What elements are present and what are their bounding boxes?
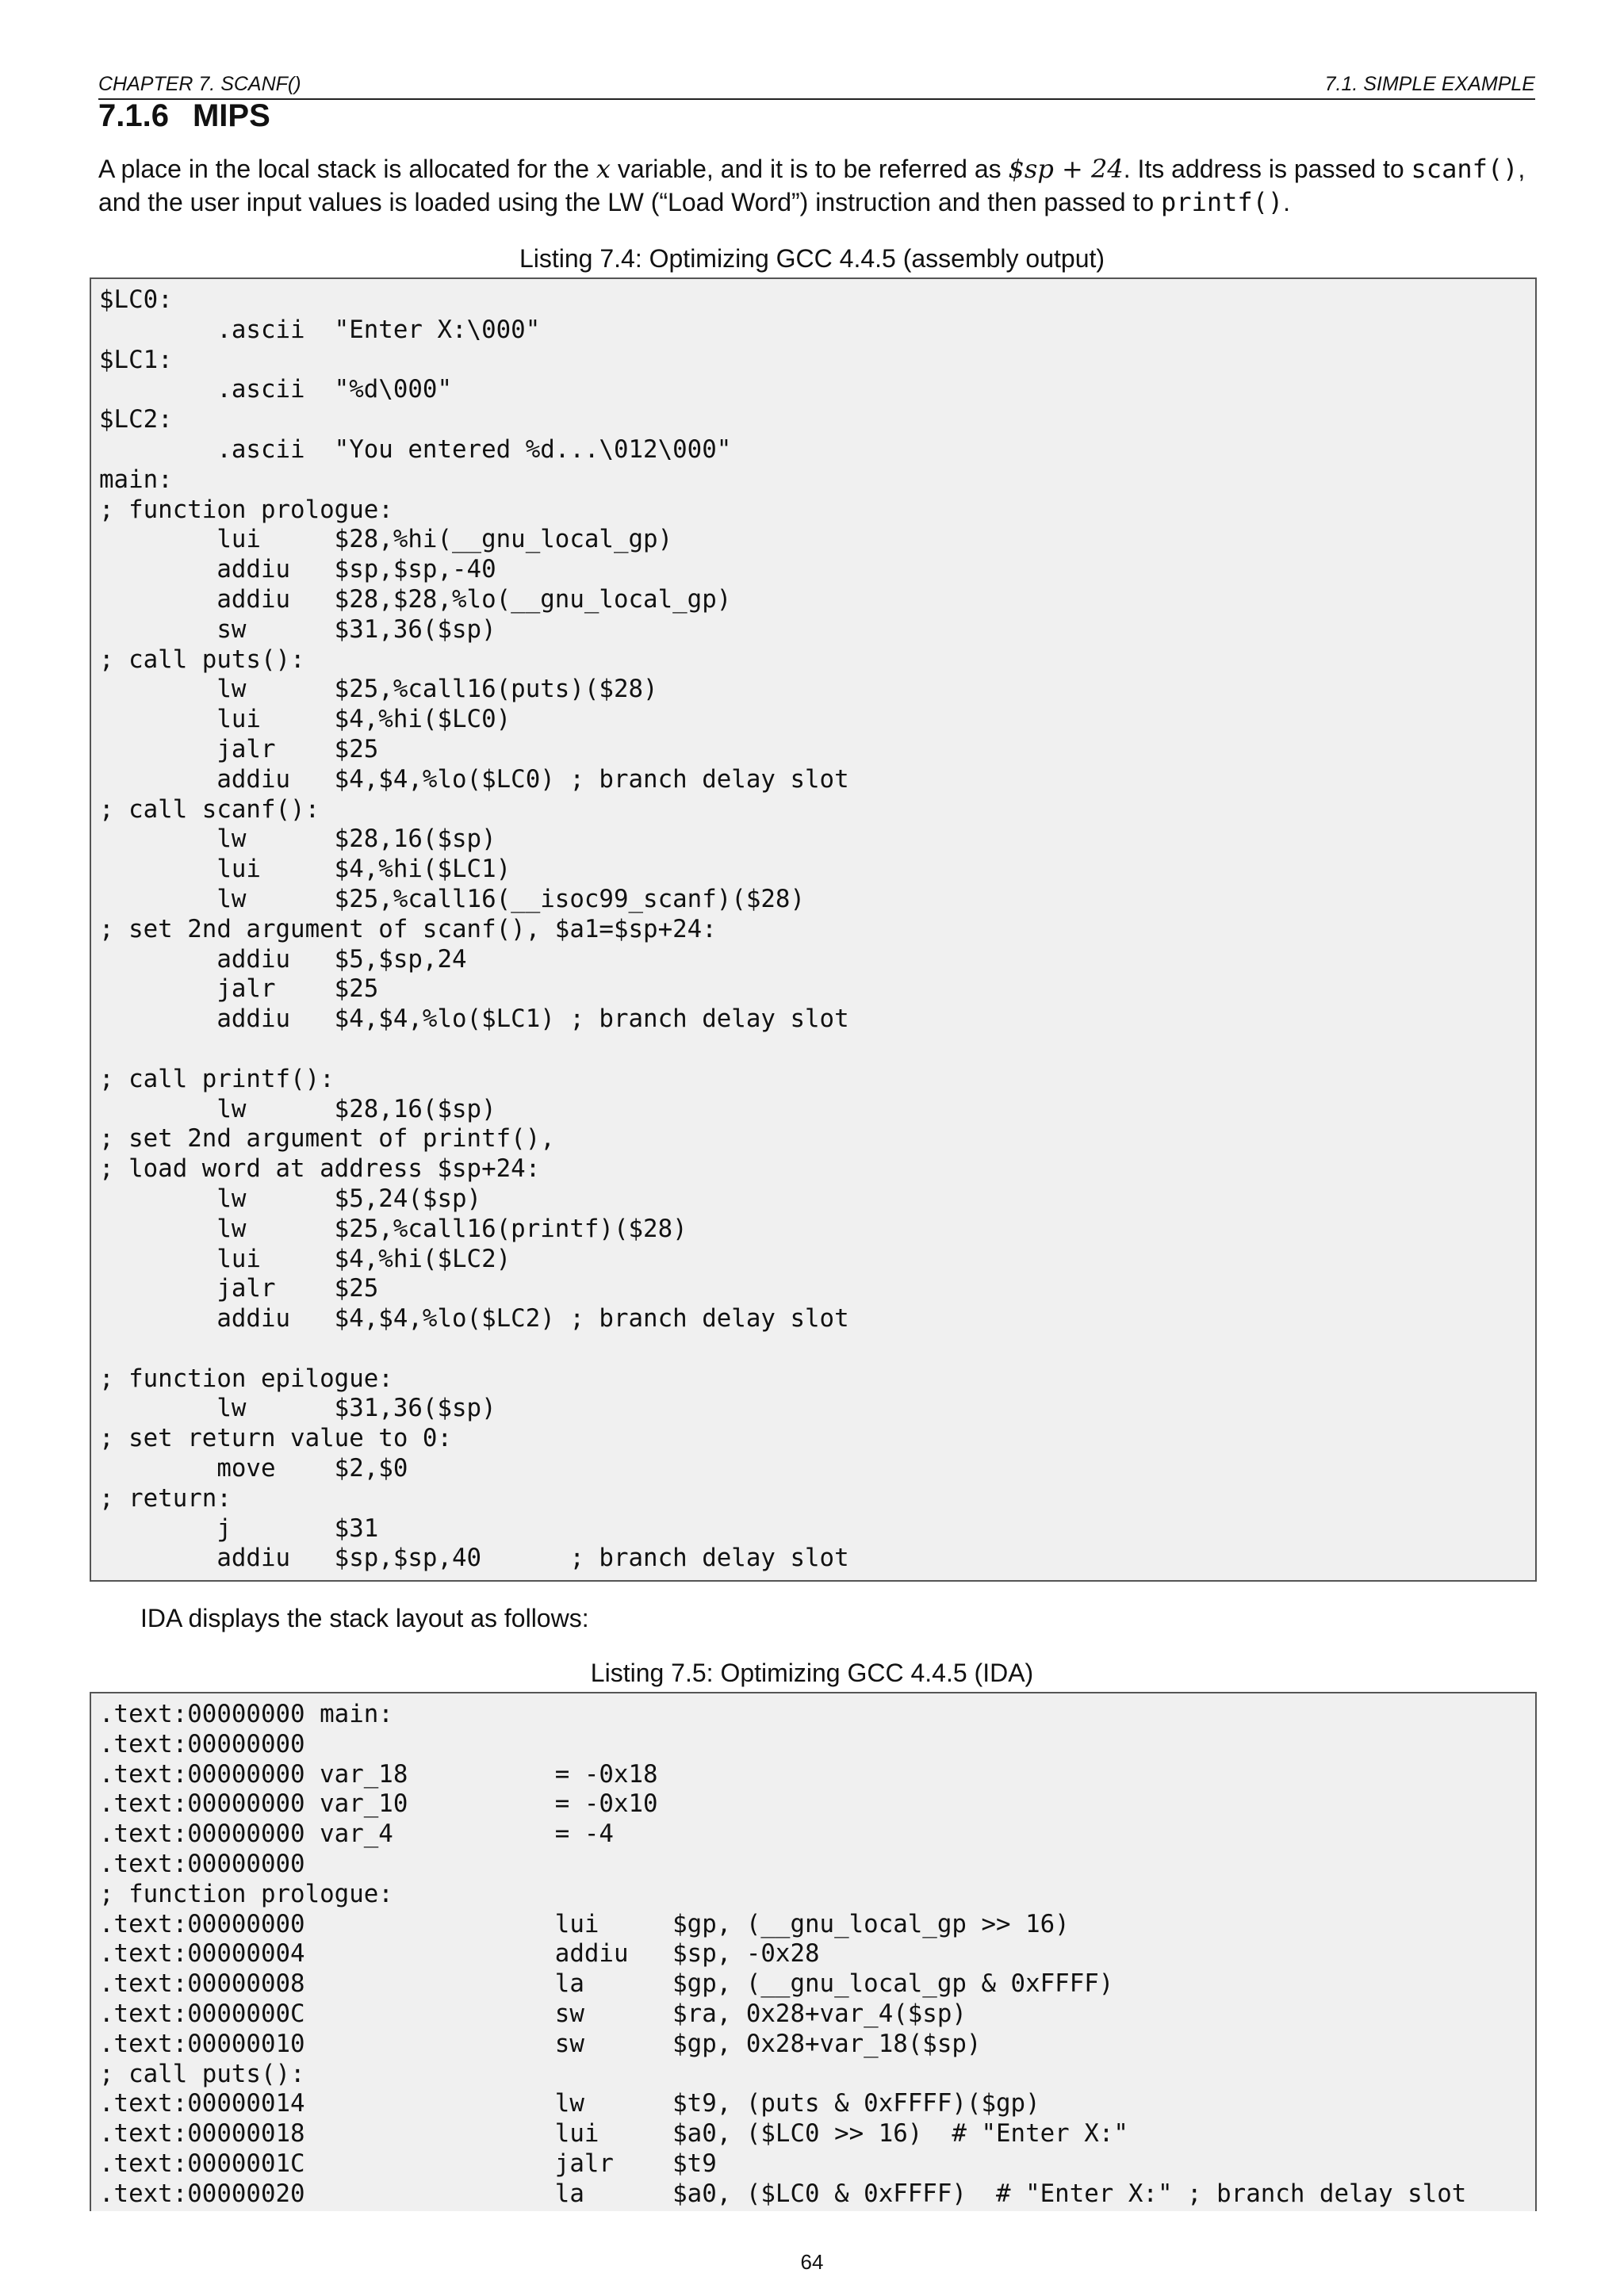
stack-expression: $sp + 24 [1008,154,1124,184]
listing-7-5-caption: Listing 7.5: Optimizing GCC 4.4.5 (IDA) [590,1659,1034,1687]
intro-text-2: variable, and it is to be referred as [610,155,1009,183]
section-title: MIPS [192,98,270,133]
page-number: 64 [800,2250,824,2274]
inline-code-scanf: scanf() [1411,154,1519,184]
listing-7-5-code: .text:00000000 main: .text:00000000 .text:00000000 var_18 = -0x18 .text:00000000 var_10 = -0x10 .text:00000000 var_4 = -4 .text:00000000 ; function prologue: .text:00000000 lui $gp, (__gnu_local_gp >> 16) .text:00000004 addiu $sp, -0x28 .text:00000008 la $gp, (__gnu_local_gp & 0xFFFF) .text:0000000C sw $ra, 0x28+var_4($sp) .text:00000010 sw $gp, 0x28+var_18($sp) ; call puts(): .text:00000014 lw $t9, (puts & 0xFFFF)($gp) .text:00000018 lui $a0, ($LC0 >> 16) # "Enter X:" .text:0000001C jalr $t9 .text:00000020 la $a0, ($LC0 & 0xFFFF) # "Enter X:" ; branch delay slot [99,1700,1467,2208]
intro-paragraph [98,152,1535,219]
ida-intro-text: IDA displays the stack layout as follows: [140,1604,589,1632]
intro-text-4: , and the user input values is loaded using the LW (“Load Word”) instruction and then passed to [98,155,1526,216]
listing-7-5-code-box [90,1692,1537,2211]
intro-text-5: . [1283,188,1291,216]
inline-code-printf: printf() [1161,187,1284,217]
intro-text-3: . Its address is passed to [1123,155,1411,183]
variable-x: x [596,154,611,184]
listing-7-4-code-box [90,277,1537,1582]
section-heading [98,95,270,136]
section-number: 7.1.6 [98,98,169,133]
running-header [98,70,1535,100]
intro-text-1: A place in the local stack is allocated for the [98,155,596,183]
listing-7-4-code: $LC0: .ascii "Enter X:\000" $LC1: .ascii "%d\000" $LC2: .ascii "You entered %d...\012\000" main: ; function prologue: lui $28,%hi(__gnu_local_gp) addiu $sp,$sp,-40 addiu $28,$28,%lo(__gnu_local_gp) sw $31,36($sp) ; call puts(): lw $25,%call16(puts)($28) lui $4,%hi($LC0) jalr $25 addiu $4,$4,%lo($LC0) ; branch delay slot ; call scanf(): lw $28,16($sp) lui $4,%hi($LC1) lw $25,%call16(__isoc99_scanf)($28) ; set 2nd argument of scanf(), $a1=$sp+24: addiu $5,$sp,24 jalr $25 addiu $4,$4,%lo($LC1) ; branch delay slot ; call printf(): lw $28,16($sp) ; set 2nd argument of printf(), ; load word at address $sp+24: lw $5,24($sp) lw $25,%call16(printf)($28) lui $4,%hi($LC2) jalr $25 addiu $4,$4,%lo($LC2) ; branch delay slot ; function epilogue: lw $31,36($sp) ; set return value to 0: move $2,$0 ; return: j $31 addiu $sp,$sp,40 ; branch delay slot [99,285,849,1573]
running-header-chapter: CHAPTER 7. SCANF() [98,73,301,95]
running-header-section: 7.1. SIMPLE EXAMPLE [1324,73,1535,95]
listing-7-4-caption: Listing 7.4: Optimizing GCC 4.4.5 (assembly output) [519,244,1105,273]
